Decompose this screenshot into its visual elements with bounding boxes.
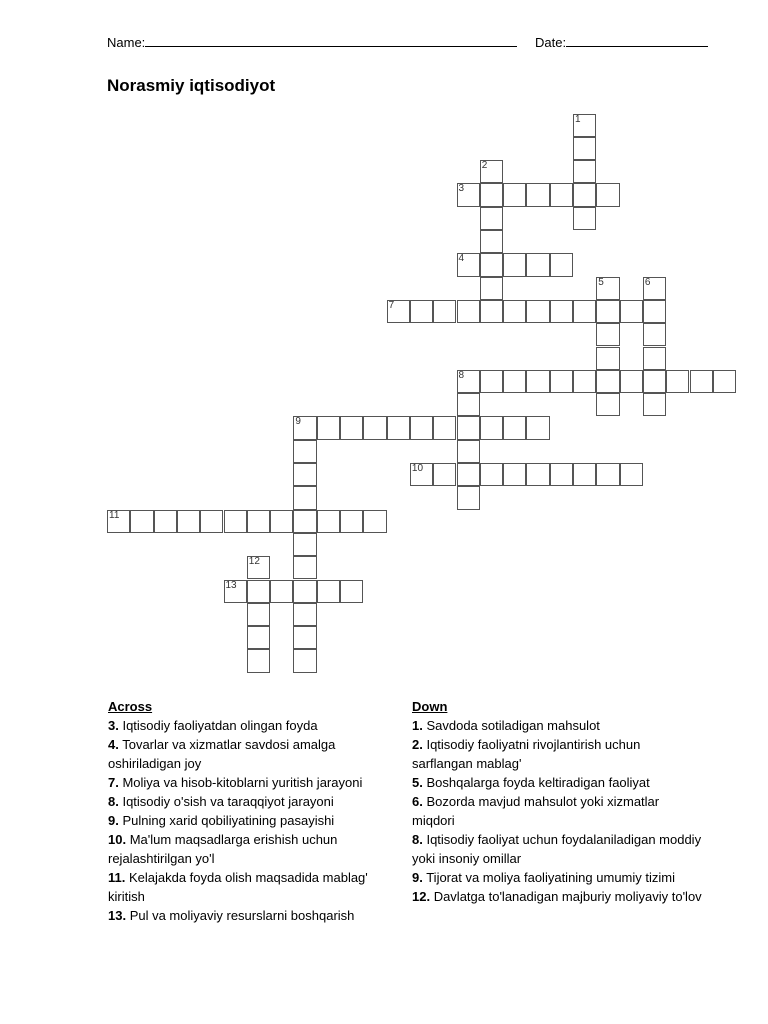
grid-cell[interactable] bbox=[713, 370, 736, 393]
grid-cell[interactable] bbox=[596, 393, 619, 416]
grid-cell[interactable] bbox=[247, 580, 270, 603]
clue-text: Kelajakda foyda olish maqsadida mablag' kiritish bbox=[108, 870, 368, 904]
clue-item bbox=[412, 868, 702, 887]
clue-text: Iqtisodiy faoliyatni rivojlantirish uchun sarflangan mablag' bbox=[412, 737, 641, 771]
grid-cell[interactable] bbox=[503, 183, 526, 206]
grid-cell[interactable] bbox=[573, 160, 596, 183]
grid-cell[interactable] bbox=[503, 300, 526, 323]
grid-cell[interactable] bbox=[457, 416, 480, 439]
grid-cell[interactable] bbox=[503, 416, 526, 439]
grid-cell[interactable] bbox=[550, 370, 573, 393]
clue-item bbox=[108, 773, 393, 792]
grid-cell[interactable] bbox=[293, 463, 316, 486]
clue-number: 9. bbox=[412, 870, 423, 885]
clue-number: 9. bbox=[108, 813, 119, 828]
grid-cell[interactable] bbox=[457, 463, 480, 486]
clue-number: 10. bbox=[108, 832, 127, 847]
grid-cell[interactable] bbox=[480, 416, 503, 439]
clue-number: 3 bbox=[458, 183, 465, 195]
grid-cell[interactable] bbox=[363, 416, 386, 439]
grid-cell[interactable] bbox=[480, 370, 503, 393]
clue-number: 11 bbox=[109, 509, 120, 521]
grid-cell[interactable] bbox=[247, 556, 270, 579]
grid-cell[interactable] bbox=[293, 649, 316, 672]
grid-cell[interactable] bbox=[573, 300, 596, 323]
grid-cell[interactable] bbox=[293, 533, 316, 556]
clue-item bbox=[108, 716, 393, 735]
grid-cell[interactable] bbox=[340, 510, 363, 533]
grid-cell[interactable] bbox=[340, 580, 363, 603]
grid-cell[interactable] bbox=[293, 626, 316, 649]
grid-cell[interactable] bbox=[270, 510, 293, 533]
clue-item bbox=[412, 716, 702, 735]
grid-cell[interactable] bbox=[317, 416, 340, 439]
clue-item bbox=[412, 792, 702, 830]
grid-cell[interactable] bbox=[480, 183, 503, 206]
clue-number: 8. bbox=[108, 794, 119, 809]
grid-cell[interactable] bbox=[480, 277, 503, 300]
grid-cell[interactable] bbox=[224, 510, 247, 533]
grid-cell[interactable] bbox=[224, 580, 247, 603]
grid-cell[interactable] bbox=[526, 370, 549, 393]
grid-cell[interactable] bbox=[596, 347, 619, 370]
grid-cell[interactable] bbox=[596, 277, 619, 300]
grid-cell[interactable] bbox=[550, 183, 573, 206]
grid-cell[interactable] bbox=[293, 556, 316, 579]
grid-cell[interactable] bbox=[550, 300, 573, 323]
clue-number: 7. bbox=[108, 775, 119, 790]
grid-cell[interactable] bbox=[643, 323, 666, 346]
grid-cell[interactable] bbox=[293, 416, 316, 439]
clue-number: 1 bbox=[575, 113, 581, 125]
clue-number: 13. bbox=[108, 908, 127, 923]
grid-cell[interactable] bbox=[433, 300, 456, 323]
grid-cell[interactable] bbox=[573, 183, 596, 206]
clue-text: Iqtisodiy faoliyat uchun foydalaniladigan moddiy yoki insoniy omillar bbox=[412, 832, 702, 866]
grid-cell[interactable] bbox=[503, 253, 526, 276]
clue-item bbox=[108, 906, 393, 925]
clue-number: 6 bbox=[644, 276, 651, 288]
grid-cell[interactable] bbox=[643, 393, 666, 416]
clue-number: 2 bbox=[481, 160, 488, 172]
grid-cell[interactable] bbox=[526, 253, 549, 276]
across-clues bbox=[108, 697, 393, 925]
clue-item bbox=[108, 735, 393, 773]
clue-text: Boshqalarga foyda keltiradigan faoliyat bbox=[422, 775, 650, 790]
grid-cell[interactable] bbox=[596, 300, 619, 323]
clue-item bbox=[108, 868, 393, 906]
grid-cell[interactable] bbox=[526, 183, 549, 206]
grid-cell[interactable] bbox=[293, 440, 316, 463]
clue-text: Ma'lum maqsadlarga erishish uchun rejalashtirilgan yo'l bbox=[108, 832, 338, 866]
grid-cell[interactable] bbox=[573, 207, 596, 230]
clue-number: 12 bbox=[248, 556, 260, 568]
date-label: Date: bbox=[535, 35, 567, 50]
grid-cell[interactable] bbox=[154, 510, 177, 533]
grid-cell[interactable] bbox=[550, 253, 573, 276]
grid-cell[interactable] bbox=[433, 463, 456, 486]
grid-cell[interactable] bbox=[480, 463, 503, 486]
clue-text: Pulning xarid qobiliyatining pasayishi bbox=[118, 813, 335, 828]
grid-cell[interactable] bbox=[573, 137, 596, 160]
grid-cell[interactable] bbox=[410, 416, 433, 439]
grid-cell[interactable] bbox=[177, 510, 200, 533]
grid-cell[interactable] bbox=[643, 277, 666, 300]
clue-text: Davlatga to'lanadigan majburiy moliyaviy to'lov bbox=[430, 889, 702, 904]
clue-number: 4. bbox=[108, 737, 119, 752]
grid-cell[interactable] bbox=[457, 183, 480, 206]
clue-number: 12. bbox=[412, 889, 431, 904]
grid-cell[interactable] bbox=[480, 207, 503, 230]
clue-number: 10 bbox=[411, 463, 424, 474]
grid-cell[interactable] bbox=[480, 253, 503, 276]
clue-number: 5. bbox=[412, 775, 423, 790]
clue-number: 8. bbox=[412, 832, 423, 847]
clue-text: Pul va moliyaviy resurslarni boshqarish bbox=[126, 908, 355, 923]
down-heading: Down bbox=[412, 699, 448, 714]
grid-cell[interactable] bbox=[317, 510, 340, 533]
grid-cell[interactable] bbox=[573, 114, 596, 137]
down-clues bbox=[412, 697, 702, 906]
grid-cell[interactable] bbox=[480, 160, 503, 183]
name-label: Name: bbox=[107, 35, 146, 50]
grid-cell[interactable] bbox=[247, 510, 270, 533]
grid-cell[interactable] bbox=[317, 580, 340, 603]
grid-cell[interactable] bbox=[526, 463, 549, 486]
grid-cell[interactable] bbox=[666, 370, 689, 393]
grid-cell[interactable] bbox=[457, 393, 480, 416]
grid-cell[interactable] bbox=[387, 416, 410, 439]
grid-cell[interactable] bbox=[457, 300, 480, 323]
clue-text: Tovarlar va xizmatlar savdosi amalga oshiriladigan joy bbox=[108, 737, 336, 771]
grid-cell[interactable] bbox=[457, 486, 480, 509]
grid-cell[interactable] bbox=[526, 300, 549, 323]
grid-cell[interactable] bbox=[643, 370, 666, 393]
grid-cell[interactable] bbox=[550, 463, 573, 486]
grid-cell[interactable] bbox=[293, 510, 316, 533]
grid-cell[interactable] bbox=[387, 300, 410, 323]
clue-number: 3. bbox=[108, 718, 119, 733]
clue-number: 4 bbox=[458, 253, 465, 265]
clue-text: Bozorda mavjud mahsulot yoki xizmatlar miqdori bbox=[412, 794, 660, 828]
grid-cell[interactable] bbox=[480, 300, 503, 323]
grid-cell[interactable] bbox=[130, 510, 153, 533]
grid-cell[interactable] bbox=[620, 300, 643, 323]
clue-number: 11. bbox=[108, 870, 126, 885]
clue-item bbox=[108, 792, 393, 811]
clue-item bbox=[108, 811, 393, 830]
grid-cell[interactable] bbox=[596, 323, 619, 346]
clue-number: 9 bbox=[295, 416, 301, 428]
clue-text: Moliya va hisob-kitoblarni yuritish jarayoni bbox=[118, 775, 363, 790]
grid-cell[interactable] bbox=[270, 580, 293, 603]
grid-cell[interactable] bbox=[200, 510, 223, 533]
clue-number: 13 bbox=[225, 579, 237, 591]
page-title: Norasmiy iqtisodiyot bbox=[107, 76, 276, 95]
clue-text: Savdoda sotiladigan mahsulot bbox=[422, 718, 600, 733]
grid-cell[interactable] bbox=[247, 649, 270, 672]
grid-cell[interactable] bbox=[573, 463, 596, 486]
grid-cell[interactable] bbox=[596, 463, 619, 486]
clue-number: 1. bbox=[412, 718, 423, 733]
clue-number: 5 bbox=[598, 276, 604, 288]
grid-cell[interactable] bbox=[410, 463, 433, 486]
grid-cell[interactable] bbox=[596, 183, 619, 206]
grid-cell[interactable] bbox=[293, 486, 316, 509]
grid-cell[interactable] bbox=[643, 347, 666, 370]
grid-cell[interactable] bbox=[503, 370, 526, 393]
grid-cell[interactable] bbox=[457, 253, 480, 276]
grid-cell[interactable] bbox=[457, 370, 480, 393]
grid-cell[interactable] bbox=[293, 603, 316, 626]
grid-cell[interactable] bbox=[247, 603, 270, 626]
grid-cell[interactable] bbox=[433, 416, 456, 439]
grid-cell[interactable] bbox=[457, 440, 480, 463]
clue-number: 6. bbox=[412, 794, 423, 809]
grid-cell[interactable] bbox=[620, 463, 643, 486]
grid-cell[interactable] bbox=[363, 510, 386, 533]
grid-cell[interactable] bbox=[107, 510, 130, 533]
clue-item bbox=[412, 735, 702, 773]
grid-cell[interactable] bbox=[503, 463, 526, 486]
clue-number: 2. bbox=[412, 737, 423, 752]
clue-number: 7 bbox=[388, 299, 395, 311]
grid-cell[interactable] bbox=[247, 626, 270, 649]
grid-cell[interactable] bbox=[340, 416, 363, 439]
clue-item bbox=[108, 830, 393, 868]
grid-cell[interactable] bbox=[480, 230, 503, 253]
clue-item bbox=[412, 887, 702, 906]
clue-item bbox=[412, 773, 702, 792]
clue-text: Iqtisodiy o'sish va taraqqiyot jarayoni bbox=[118, 794, 334, 809]
grid-cell[interactable] bbox=[526, 416, 549, 439]
grid-cell[interactable] bbox=[596, 370, 619, 393]
clue-item bbox=[412, 830, 702, 868]
clue-number: 8 bbox=[458, 369, 465, 381]
clue-text: Tijorat va moliya faoliyatining umumiy tizimi bbox=[422, 870, 675, 885]
grid-cell[interactable] bbox=[620, 370, 643, 393]
across-heading: Across bbox=[108, 699, 153, 714]
grid-cell[interactable] bbox=[690, 370, 713, 393]
grid-cell[interactable] bbox=[293, 580, 316, 603]
grid-cell[interactable] bbox=[573, 370, 596, 393]
clue-text: Iqtisodiy faoliyatdan olingan foyda bbox=[118, 718, 318, 733]
grid-cell[interactable] bbox=[410, 300, 433, 323]
grid-cell[interactable] bbox=[643, 300, 666, 323]
